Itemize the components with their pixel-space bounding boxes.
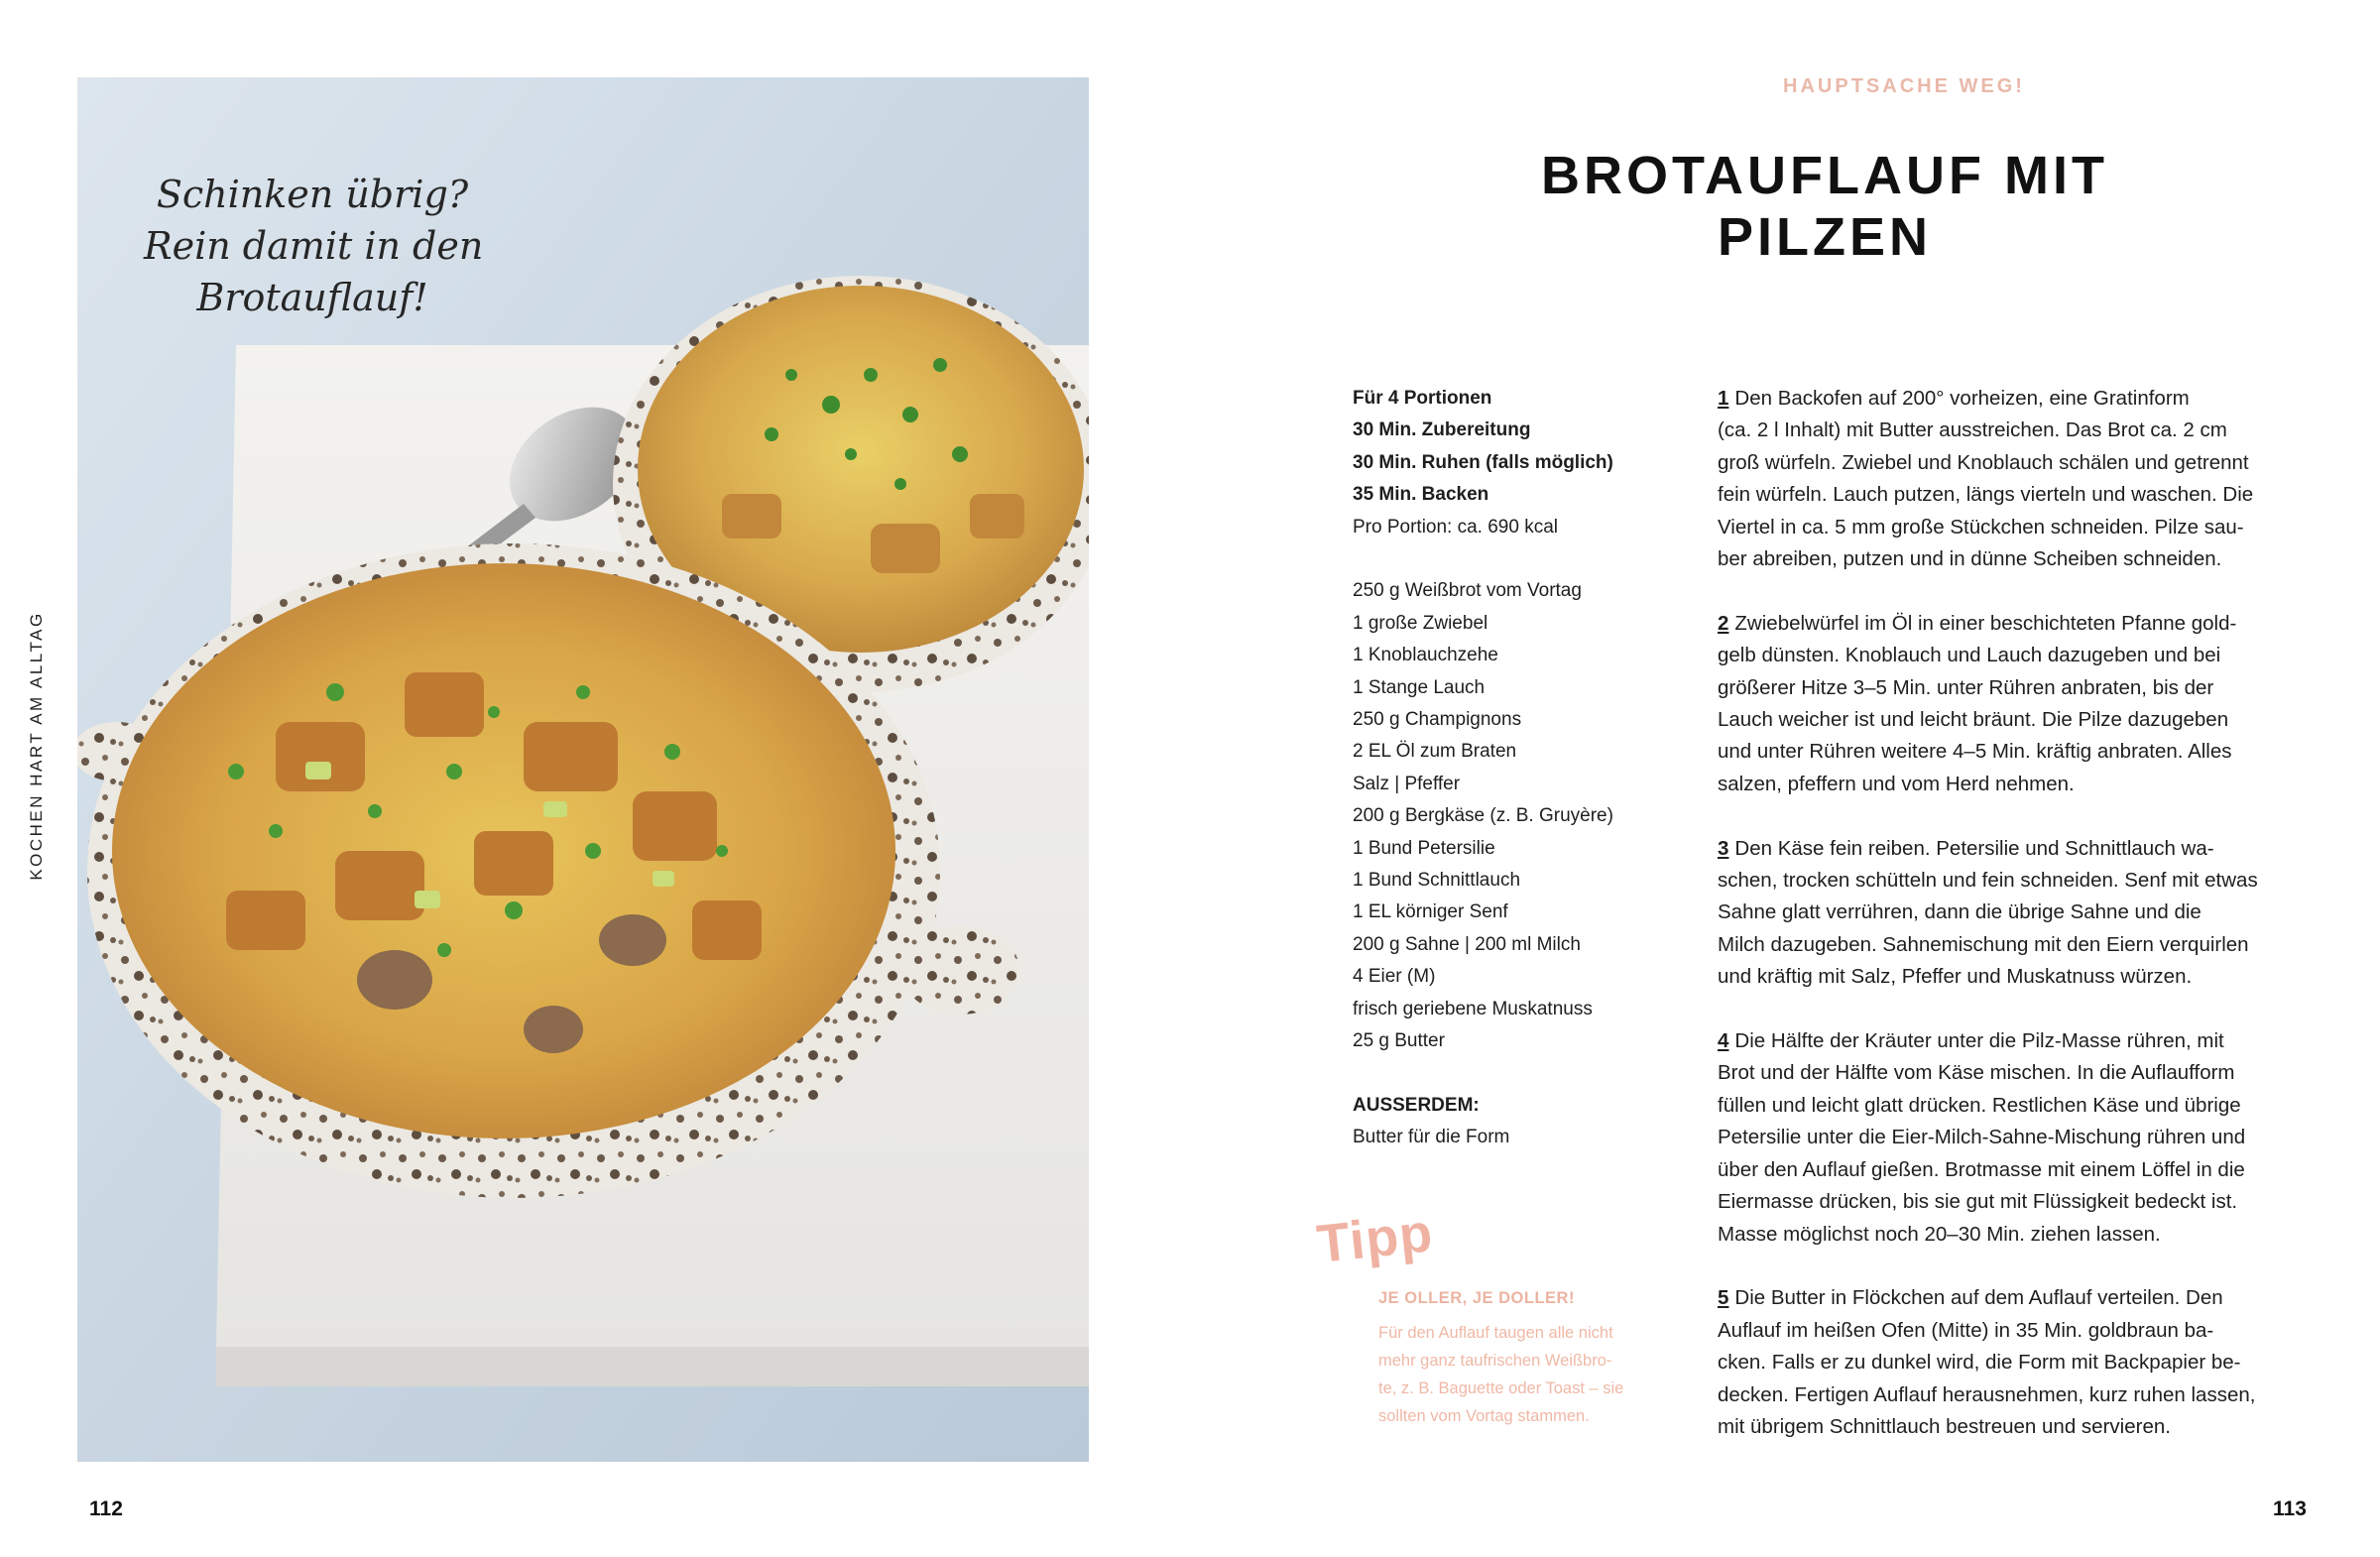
ingredient-item: 200 g Bergkäse (z. B. Gruyère) [1353, 805, 1613, 827]
step-line: decken. Fertigen Auflauf herausnehmen, kurz ruhen lassen, [1718, 1382, 2256, 1406]
tip-heading: JE OLLER, JE DOLLER! [1378, 1289, 1575, 1307]
tip-line: sollten vom Vortag stammen. [1378, 1407, 1590, 1425]
instruction-step-2 [1718, 608, 2303, 800]
step-line: Lauch weicher ist und leicht bräunt. Die Pilze dazugeben [1718, 708, 2229, 732]
step-number: 5 [1718, 1286, 1729, 1310]
ingredient-item: frisch geriebene Muskatnuss [1353, 998, 1593, 1019]
instructions-column [1718, 383, 2303, 1476]
tip-line: mehr ganz taufrischen Weißbro- [1378, 1352, 1612, 1370]
step-line: Zwiebelwürfel im Öl in einer beschichteten Pfanne gold- [1734, 611, 2237, 635]
step-line: salzen, pfeffern und vom Herd nehmen. [1718, 772, 2075, 795]
step-line: schen, trocken schütteln und fein schneiden. Senf mit etwas [1718, 869, 2258, 893]
ingredients-column [1353, 383, 1680, 1154]
step-line: Eiermasse drücken, bis sie gut mit Flüssigkeit bedeckt ist. [1718, 1190, 2238, 1214]
instruction-step-4 [1718, 1025, 2303, 1251]
ingredient-item: 1 Knoblauchzehe [1353, 645, 1498, 666]
step-line: cken. Falls er zu dunkel wird, die Form mit Backpapier be- [1718, 1351, 2241, 1375]
step-line: füllen und leicht glatt drücken. Restlichen Käse und übrige [1718, 1093, 2241, 1117]
rest-time: 30 Min. Ruhen (falls möglich) [1353, 451, 1613, 473]
ingredient-item: Salz | Pfeffer [1353, 773, 1461, 794]
step-line: und kräftig mit Salz, Pfeffer und Muskatnuss würzen. [1718, 965, 2193, 989]
step-line: und unter Rühren weitere 4–5 Min. kräftig anbraten. Alles [1718, 740, 2232, 764]
ingredient-item: 1 Bund Schnittlauch [1353, 870, 1521, 892]
prep-time: 30 Min. Zubereitung [1353, 419, 1531, 441]
ingredient-item: 1 EL körniger Senf [1353, 901, 1508, 923]
bake-time: 35 Min. Backen [1353, 484, 1489, 506]
ingredient-item: 250 g Champignons [1353, 709, 1522, 731]
step-line: Den Käse fein reiben. Petersilie und Schnittlauch wa- [1734, 836, 2214, 860]
page-number-left: 112 [89, 1497, 123, 1520]
section-kicker: HAUPTSACHE WEG! [1783, 75, 2025, 97]
servings-info: Für 4 Portionen [1353, 388, 1492, 409]
tip-line: te, z. B. Baguette oder Toast – sie [1378, 1379, 1624, 1397]
instruction-step-1 [1718, 383, 2303, 575]
ingredient-item: 1 große Zwiebel [1353, 612, 1488, 634]
step-line: Masse möglichst noch 20–30 Min. ziehen lassen. [1718, 1222, 2161, 1246]
step-line: Viertel in ca. 5 mm große Stückchen schneiden. Pilze sau- [1718, 515, 2244, 539]
handnote-line: Schinken übrig? [156, 173, 469, 216]
step-line: Die Butter in Flöckchen auf dem Auflauf verteilen. Den [1734, 1286, 2223, 1310]
step-number: 3 [1718, 836, 1729, 860]
step-line: ber abreiben, putzen und in dünne Scheiben schneiden. [1718, 547, 2222, 571]
step-number: 2 [1718, 611, 1729, 635]
tip-text [1378, 1319, 1676, 1430]
handnote-line: Brotauflauf! [196, 276, 428, 319]
step-line: Brot und der Hälfte vom Käse mischen. In die Auflaufform [1718, 1061, 2235, 1085]
step-line: größerer Hitze 3–5 Min. unter Rühren anbraten, bis der [1718, 675, 2214, 699]
step-line: fein würfeln. Lauch putzen, längs vierteln und waschen. Die [1718, 483, 2254, 507]
step-line: über den Auflauf gießen. Brotmasse mit einem Löffel in die [1718, 1157, 2245, 1181]
ingredient-item: 250 g Weißbrot vom Vortag [1353, 580, 1582, 602]
tip-line: Für den Auflauf taugen alle nicht [1378, 1324, 1613, 1342]
ingredient-item: 1 Bund Petersilie [1353, 837, 1495, 859]
step-line: Den Backofen auf 200° vorheizen, eine Gratinform [1734, 387, 2190, 410]
ingredient-item: 2 EL Öl zum Braten [1353, 741, 1517, 763]
step-number: 4 [1718, 1029, 1729, 1053]
step-number: 1 [1718, 387, 1729, 410]
ingredient-item: 4 Eier (M) [1353, 966, 1436, 988]
step-line: (ca. 2 l Inhalt) mit Butter ausstreichen. Das Brot ca. 2 cm [1718, 419, 2227, 442]
step-line: Milch dazugeben. Sahnemischung mit den Eiern verquirlen [1718, 932, 2249, 956]
tip-label: Tipp [1314, 1203, 1436, 1274]
page-number-right: 113 [2273, 1497, 2307, 1520]
calories-info: Pro Portion: ca. 690 kcal [1353, 516, 1558, 538]
instruction-step-3 [1718, 833, 2303, 994]
ingredient-item: 25 g Butter [1353, 1030, 1445, 1052]
step-line: Petersilie unter die Eier-Milch-Sahne-Mischung rühren und [1718, 1126, 2246, 1149]
book-section-label: KOCHEN HART AM ALLTAG [27, 611, 46, 881]
handwritten-note [144, 169, 484, 323]
ingredient-item: 200 g Sahne | 200 ml Milch [1353, 933, 1581, 955]
instruction-step-5 [1718, 1282, 2303, 1443]
extra-heading: AUSSERDEM: [1353, 1094, 1480, 1116]
recipe-title: BROTAUFLAUF MIT PILZEN [1541, 146, 2108, 267]
step-line: Auflauf im heißen Ofen (Mitte) in 35 Min. goldbraun ba- [1718, 1318, 2214, 1342]
extra-item: Butter für die Form [1353, 1127, 1510, 1148]
step-line: gelb dünsten. Knoblauch und Lauch dazugeben und bei [1718, 644, 2221, 667]
step-line: groß würfeln. Zwiebel und Knoblauch schälen und getrennt [1718, 450, 2249, 474]
step-line: mit übrigem Schnittlauch bestreuen und servieren. [1718, 1414, 2171, 1438]
step-line: Die Hälfte der Kräuter unter die Pilz-Masse rühren, mit [1734, 1029, 2224, 1053]
handnote-line: Rein damit in den [144, 224, 484, 268]
ingredient-item: 1 Stange Lauch [1353, 676, 1486, 698]
step-line: Sahne glatt verrühren, dann die übrige Sahne und die [1718, 900, 2202, 924]
